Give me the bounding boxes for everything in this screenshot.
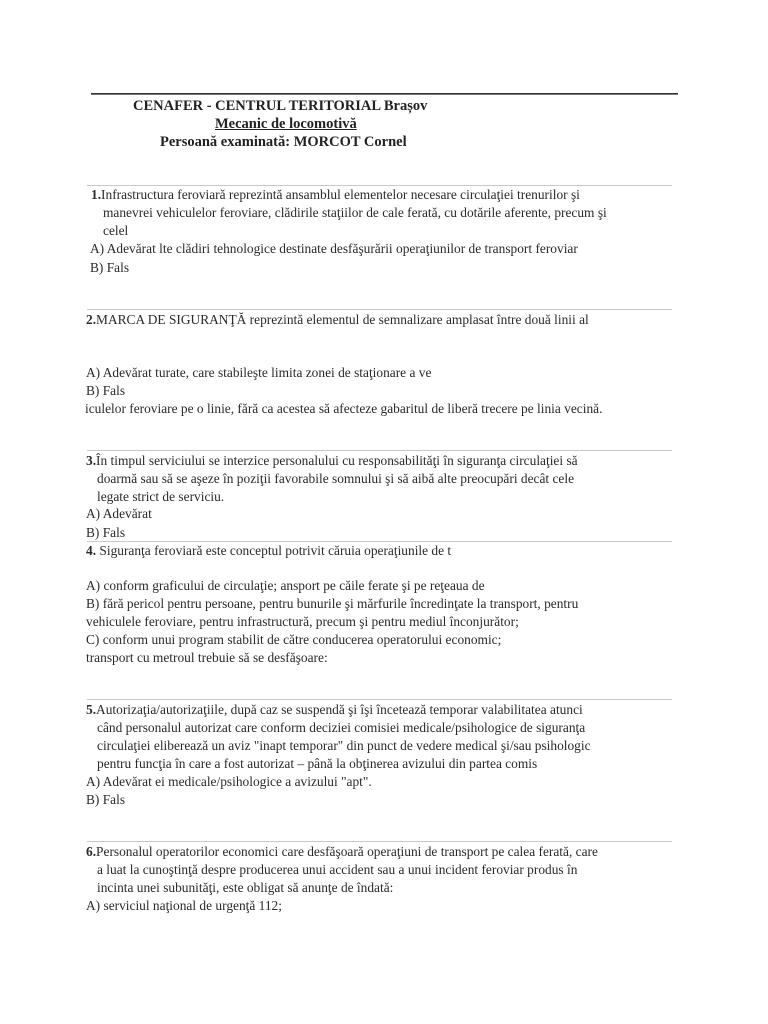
question-6-line-1	[86, 843, 598, 861]
organization-title: CENAFER - CENTRUL TERITORIAL Brașov	[133, 98, 428, 114]
question-5-line-4: pentru funcţia în care a fost autorizat – până la obţinerea avizului din partea comis	[97, 756, 538, 771]
question-6-number: 6.	[86, 844, 97, 859]
question-separator	[87, 699, 672, 700]
question-2-option-a: A) Adevărat turate, care stabileşte limita zonei de staţionare a ve	[86, 365, 432, 380]
question-4-tail: transport cu metroul trebuie să se desfăşoare:	[86, 650, 328, 665]
question-5-number: 5.	[86, 702, 97, 717]
question-3-line-3: legate strict de serviciu.	[97, 489, 225, 504]
question-6-option-a: A) serviciul naţional de urgenţă 112;	[86, 898, 282, 913]
question-4-option-c: C) conform unui program stabilit de către conducerea operatorului economic;	[86, 632, 502, 647]
question-1-line-3: celel	[103, 223, 129, 238]
top-rule	[91, 93, 678, 95]
question-6-line-3: incinta unei subunităţi, este obligat să anunţe de îndată:	[97, 880, 394, 895]
question-4-option-a: A) conform graficului de circulaţie; ansport pe căile ferate şi pe reţeaua de	[86, 578, 485, 593]
question-4-number: 4.	[86, 543, 97, 558]
question-6-text: Personalul operatorilor economici care desfăşoară operaţiuni de transport pe calea ferată, care	[96, 844, 598, 859]
question-separator	[87, 309, 672, 310]
question-3-text: În timpul serviciului se interzice personalului cu responsabilităţi în siguranţa circulaţiei să	[96, 453, 578, 468]
question-3-number: 3.	[86, 453, 97, 468]
question-1-text: Infrastructura feroviară reprezintă ansamblul elementelor necesare circulaţiei trenurilor şi	[101, 187, 580, 202]
question-1-line-2: manevrei vehiculelor feroviare, clădirile staţiilor de cale ferată, cu dotările aferente, precum şi	[103, 205, 607, 220]
question-2-line-1	[86, 311, 589, 329]
question-6-line-2: a luat la cunoştinţă despre producerea unui accident sau a unui incident feroviar produs în	[97, 862, 578, 877]
question-4-option-b-line-2: vehiculele feroviare, pentru infrastructură, precum şi pentru mediul înconjurător;	[86, 614, 519, 629]
question-5-line-1	[86, 701, 583, 719]
question-4-text: Siguranţa feroviară este conceptul potrivit căruia operaţiunile de t	[99, 543, 452, 558]
question-2-number: 2.	[86, 312, 97, 327]
question-2-text: MARCA DE SIGURANŢĂ reprezintă elementul de semnalizare amplasat între două linii al	[96, 312, 589, 327]
question-separator	[87, 450, 672, 451]
question-5-line-3: circulaţiei eliberează un aviz "inapt temporar" din punct de vedere medical şi/sau psihologic	[97, 738, 591, 753]
question-1-option-b: B) Fals	[90, 260, 130, 275]
question-5-line-2: când personalul autorizat care conform deciziei comisiei medicale/psihologice de siguranţa	[97, 720, 586, 735]
job-role-title: Mecanic de locomotivă	[215, 116, 357, 132]
question-2-tail: iculelor feroviare pe o linie, fără ca acestea să afecteze gabaritul de liberă trecere pe linia vecină.	[85, 401, 603, 416]
question-3-line-1	[86, 452, 578, 470]
question-separator	[87, 841, 672, 842]
question-1-option-a: A) Adevărat lte clădiri tehnologice destinate desfăşurării operaţiunilor de transport feroviar	[90, 241, 578, 256]
question-4-option-b-line-1: B) fără pericol pentru persoane, pentru bunurile şi mărfurile încredinţate la transport, pentru	[86, 596, 579, 611]
question-3-option-b: B) Fals	[86, 525, 126, 540]
question-1-line-1	[91, 186, 580, 204]
question-5-text: Autorizaţia/autorizaţiile, după caz se suspendă şi îşi încetează temporar valabilitatea atunci	[96, 702, 583, 717]
question-3-line-2: doarmă sau să se aşeze în poziţii favorabile somnului şi să aibă alte preocupări decât cele	[97, 471, 575, 486]
question-4-line-1	[86, 542, 451, 560]
question-3-option-a: A) Adevărat	[86, 506, 152, 521]
question-5-option-b: B) Fals	[86, 792, 126, 807]
question-5-option-a: A) Adevărat ei medicale/psihologice a avizului "apt".	[86, 774, 372, 789]
question-1-number: 1.	[91, 187, 102, 202]
examined-person: Persoană examinată: MORCOT Cornel	[160, 134, 407, 150]
question-2-option-b: B) Fals	[86, 383, 126, 398]
